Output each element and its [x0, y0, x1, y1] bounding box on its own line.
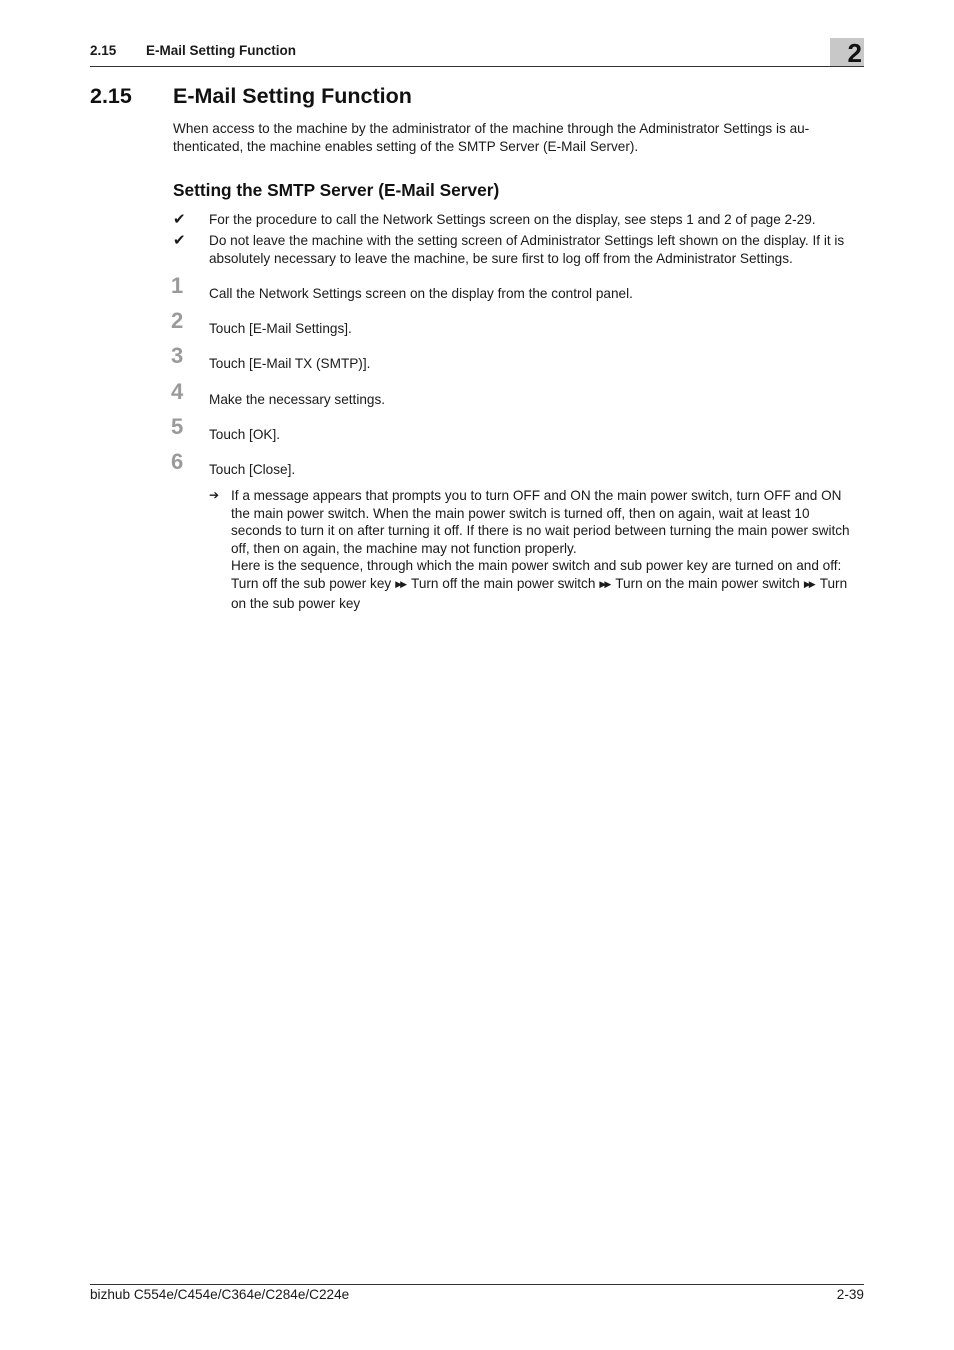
chapter-tab: 2 — [830, 38, 864, 66]
header-section-title: E-Mail Setting Function — [146, 43, 296, 58]
double-arrow-icon: ▶▶ — [803, 578, 814, 589]
sequence-step: Turn on the main power switch — [615, 575, 800, 591]
step-text: Touch [Close]. — [209, 462, 296, 477]
step-text: Call the Network Settings screen on the display from the control panel. — [209, 286, 633, 301]
step — [171, 343, 863, 385]
check-item-text: For the procedure to call the Network Settings screen on the display, see steps 1 and 2 of page 2-29. — [209, 212, 816, 227]
note-paragraph: If a message appears that prompts you to turn OFF and ON the main power switch, turn OFF and ON the main power switch. When the main power switch is turned off, then on again, wait at least 10 seconds to turn it on after turning it off. If there is no wait period between turning the main power switch off, then on again, the machine may not function properly. — [231, 488, 850, 556]
subsection-title: Setting the SMTP Server (E-Mail Server) — [173, 180, 500, 200]
sequence-step: Turn off the sub power key — [231, 575, 392, 591]
step-text: Make the necessary settings. — [209, 392, 386, 407]
step-text: Touch [OK]. — [209, 427, 281, 442]
check-mark-icon: ✔ — [173, 211, 186, 228]
note-body — [231, 487, 863, 612]
sequence-step: Turn on the sub power key — [231, 575, 848, 611]
running-header — [90, 42, 864, 67]
section-heading — [90, 84, 412, 109]
section-title: E-Mail Setting Function — [173, 84, 412, 108]
double-arrow-icon: ▶▶ — [395, 578, 406, 589]
step-text: Touch [E-Mail Settings]. — [209, 321, 352, 336]
step-number: 5 — [171, 414, 184, 439]
step-number: 1 — [171, 273, 184, 298]
power-sequence — [231, 575, 863, 612]
double-arrow-icon: ▶▶ — [599, 578, 610, 589]
step-number: 4 — [171, 379, 184, 404]
footer-divider — [90, 1284, 864, 1285]
header-section-number: 2.15 — [90, 43, 117, 58]
section-number: 2.15 — [90, 84, 132, 108]
step — [171, 308, 863, 350]
sequence-step: Turn off the main power switch — [411, 575, 596, 591]
step-text: Touch [E-Mail TX (SMTP)]. — [209, 356, 371, 371]
step-number: 2 — [171, 308, 184, 333]
step-number: 6 — [171, 449, 184, 474]
note-paragraph: Here is the sequence, through which the main power switch and sub power key are turned on and off: — [231, 558, 842, 574]
intro-paragraph: When access to the machine by the administrator of the machine through the Administrator Settings is au-thenticated, the machine enables setting of the SMTP Server (E-Mail Server). — [173, 121, 810, 154]
step — [171, 414, 863, 456]
arrow-right-icon: ➔ — [209, 488, 220, 502]
step — [171, 379, 863, 421]
footer-model: bizhub C554e/C454e/C364e/C284e/C224e — [90, 1287, 350, 1302]
footer-page-number: 2-39 — [836, 1287, 864, 1302]
step — [171, 273, 863, 315]
check-mark-icon: ✔ — [173, 232, 186, 249]
step-number: 3 — [171, 343, 184, 368]
check-item-text: Do not leave the machine with the setting screen of Administrator Settings left shown on the display. If it is absolutely necessary to leave the machine, be sure first to log off from the Administrator Settings. — [209, 233, 845, 266]
